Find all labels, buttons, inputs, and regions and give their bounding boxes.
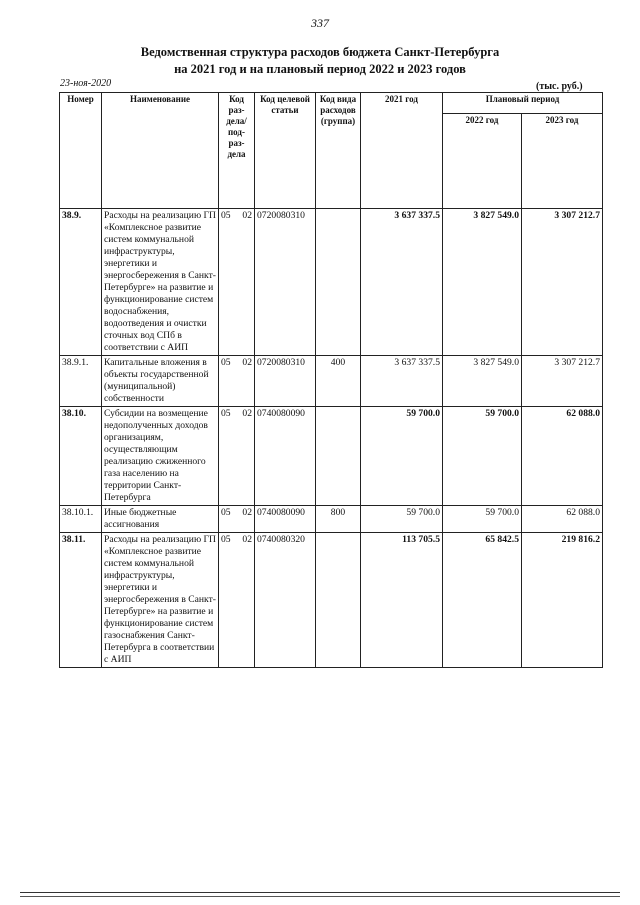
table-row [60,356,603,407]
row-value-2023: 219 816.2 [522,533,603,668]
row-value-2021: 3 637 337.5 [361,356,443,407]
row-value-2023: 3 307 212.7 [522,356,603,407]
document-title [0,44,640,78]
row-section-code [219,356,255,407]
section-code: 05 [221,534,231,545]
unit-label: (тыс. руб.) [536,81,583,92]
header-year-2023: 2023 год [522,114,603,209]
subsection-code: 02 [242,534,252,545]
row-name: Расходы на реализацию ГП «Комплексное развитие систем коммунальной инфраструктуры, энергетики и энергосбережения в Санкт-Петербурге» на развитие и функционирование систем газоснабжения Санкт-Петербурга в соответствии с АИП [102,533,219,668]
row-number: 38.9. [60,209,102,356]
row-value-2021: 59 700.0 [361,407,443,506]
header-expense-type-code: Код вида расходов (группа) [316,93,361,209]
header-planned-period: Плановый период [443,93,603,114]
row-number: 38.11. [60,533,102,668]
row-value-2023: 62 088.0 [522,407,603,506]
table-row [60,533,603,668]
row-value-2021: 113 705.5 [361,533,443,668]
header-target-code: Код целевой статьи [255,93,316,209]
section-code: 05 [221,507,231,518]
row-value-2021: 3 637 337.5 [361,209,443,356]
row-target-code: 0740080320 [255,533,316,668]
row-expense-type-code: 400 [316,356,361,407]
table-row [60,209,603,356]
row-number: 38.9.1. [60,356,102,407]
row-section-code [219,506,255,533]
document-date: 23-ноя-2020 [60,78,112,89]
subsection-code: 02 [242,357,252,368]
row-expense-type-code: 800 [316,506,361,533]
row-section-code [219,209,255,356]
page-number: 337 [311,16,329,30]
row-value-2022: 3 827 549.0 [443,356,522,407]
subsection-code: 02 [242,210,252,221]
row-number: 38.10.1. [60,506,102,533]
row-value-2022: 3 827 549.0 [443,209,522,356]
section-code: 05 [221,210,231,221]
header-section-code: Код раз-дела/ под-раз-дела [219,93,255,209]
row-name: Иные бюджетные ассигнования [102,506,219,533]
row-expense-type-code [316,533,361,668]
row-name: Субсидии на возмещение недополученных доходов организациям, осуществляющим реализацию сжиженного газа населению на территории Санкт-Петербурга [102,407,219,506]
row-expense-type-code [316,407,361,506]
row-expense-type-code [316,209,361,356]
row-value-2023: 3 307 212.7 [522,209,603,356]
row-value-2023: 62 088.0 [522,506,603,533]
row-name: Капитальные вложения в объекты государственной (муниципальной) собственности [102,356,219,407]
row-value-2022: 65 842.5 [443,533,522,668]
row-section-code [219,533,255,668]
row-target-code: 0720080310 [255,356,316,407]
row-target-code: 0740080090 [255,506,316,533]
row-section-code [219,407,255,506]
row-number: 38.10. [60,407,102,506]
row-name: Расходы на реализацию ГП «Комплексное развитие систем коммунальной инфраструктуры, энергетики и энергосбережения в Санкт-Петербурге» на развитие и функционирование систем водоснабжения, водоотведения и очистки сточных вод СПб в соответствии с АИП [102,209,219,356]
header-year-2022: 2022 год [443,114,522,209]
header-year-2021: 2021 год [361,93,443,209]
section-code: 05 [221,408,231,419]
table-body [60,209,603,668]
table-row [60,407,603,506]
section-code: 05 [221,357,231,368]
subsection-code: 02 [242,507,252,518]
row-target-code: 0740080090 [255,407,316,506]
row-value-2022: 59 700.0 [443,506,522,533]
row-value-2021: 59 700.0 [361,506,443,533]
row-target-code: 0720080310 [255,209,316,356]
footer-rule-thin [20,896,620,897]
title-line-2: на 2021 год и на плановый период 2022 и 2023 годов [174,62,466,76]
footer-rule [20,892,620,893]
row-value-2022: 59 700.0 [443,407,522,506]
header-number: Номер [60,93,102,209]
title-line-1: Ведомственная структура расходов бюджета Санкт-Петербурга [140,45,500,59]
subsection-code: 02 [242,408,252,419]
table-row [60,506,603,533]
budget-table [59,92,603,668]
header-name: Наименование [102,93,219,209]
